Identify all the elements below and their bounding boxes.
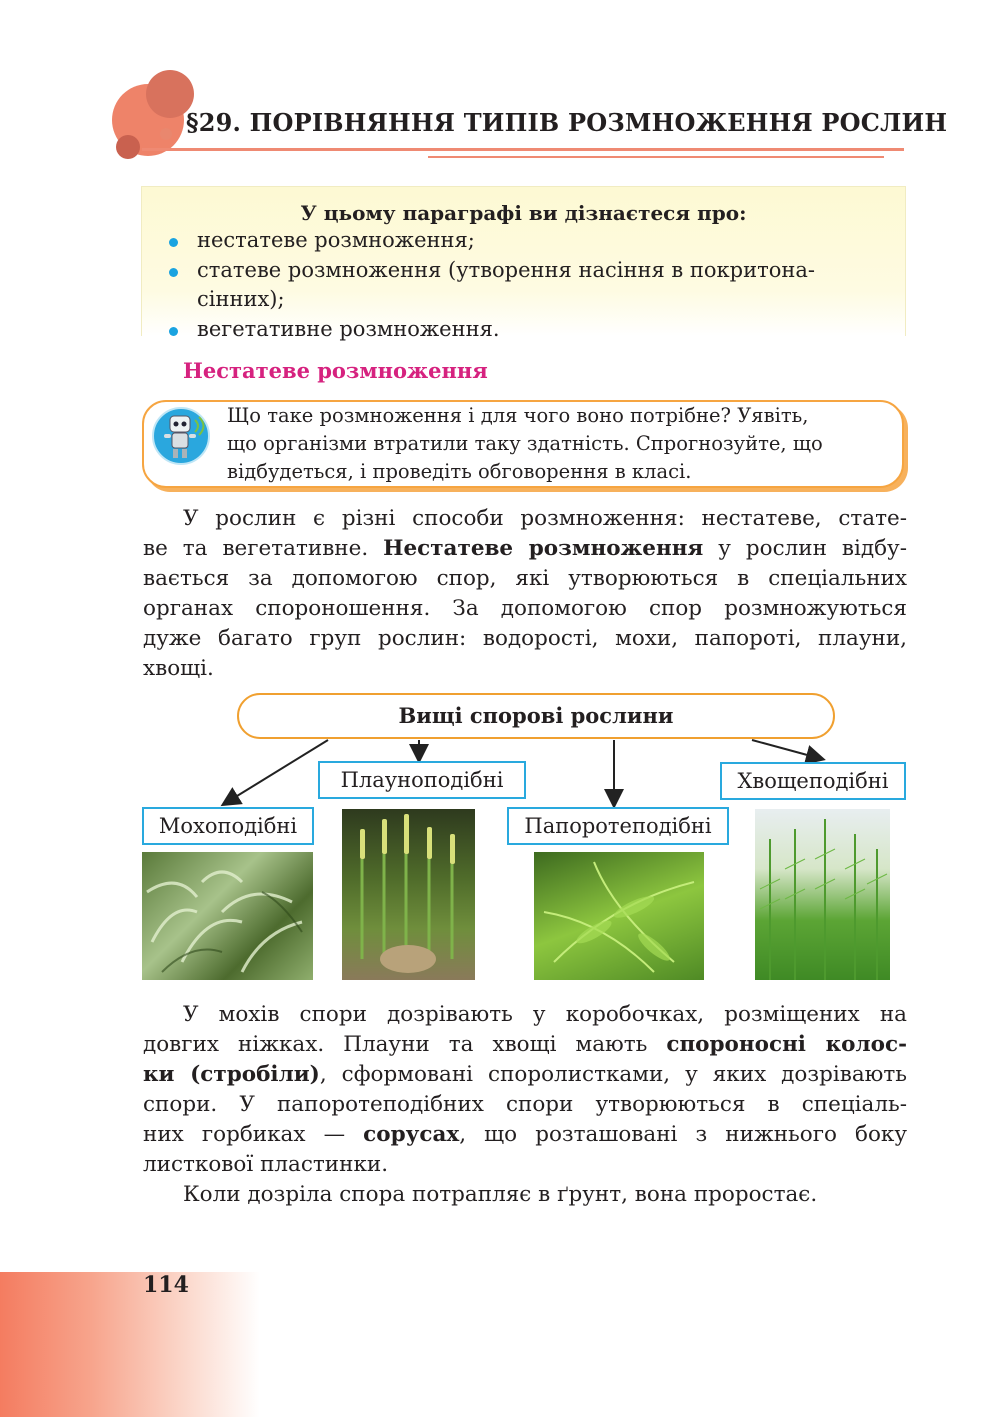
diagram-root: Вищі спорові рослини <box>237 693 835 739</box>
text-run: , що розташовані з нижнього боку <box>459 1122 907 1147</box>
intro-bullet: нестатеве розмноження; <box>197 228 475 252</box>
bold-term: Нестатеве розмноження <box>383 536 704 561</box>
group-label-mosses: Мохоподібні <box>142 807 314 845</box>
bold-term: ки (стробіли) <box>143 1062 320 1087</box>
bold-term: спороносні колос- <box>666 1032 908 1057</box>
text-run: них горбиках — <box>143 1122 364 1147</box>
moss-photo <box>142 852 313 980</box>
group-label-clubmosses: Плауноподібні <box>318 761 526 799</box>
paragraph-line: У рослин є різні способи розмноження: нестатеве, стате- <box>183 506 907 531</box>
page-number: 114 <box>143 1272 189 1298</box>
paragraph-line: органах спороношення. За допомогою спор розмножуються <box>143 596 907 621</box>
clubmoss-photo <box>342 809 475 980</box>
question-line: що організми втратили таку здатність. Спрогнозуйте, що <box>227 432 823 455</box>
paragraph-line <box>143 1030 907 1060</box>
paragraph-line: Коли дозріла спора потрапляє в ґрунт, вона проростає. <box>183 1182 818 1207</box>
text-run: довгих ніжках. Плауни та хвощі мають <box>143 1032 667 1057</box>
paragraph-line: спори. У папоротеподібних спори утворюються в спеціаль- <box>143 1092 907 1117</box>
text-run: ве та вегетативне. <box>143 536 384 561</box>
section-heading: Нестатеве розмноження <box>183 358 488 383</box>
bold-term: сорусах <box>363 1122 460 1147</box>
text-run: , сформовані споролистками, у яких дозрівають <box>319 1062 907 1087</box>
page-corner-decoration <box>0 1272 260 1417</box>
paragraph-line <box>143 1120 907 1150</box>
paragraph-line: У мохів спори дозрівають у коробочках, розміщених на <box>183 1002 907 1027</box>
paragraph-line: хвощі. <box>143 656 214 681</box>
question-line: відбудеться, і проведіть обговорення в класі. <box>227 460 692 483</box>
horsetail-photo <box>755 809 890 980</box>
text-run: у рослин відбу- <box>703 536 907 561</box>
intro-bullet-continuation: сінних); <box>197 287 285 311</box>
paragraph-line: листкової пластинки. <box>143 1152 389 1177</box>
intro-bullet: вегетативне розмноження. <box>197 317 500 341</box>
paragraph-line: дуже багато груп рослин: водорості, мохи, папороті, плауни, <box>143 626 907 651</box>
intro-bullet: статеве розмноження (утворення насіння в покритона- <box>197 258 815 282</box>
question-line: Що таке розмноження і для чого воно потрібне? Уявіть, <box>227 404 809 427</box>
fern-photo <box>534 852 704 980</box>
paragraph-line: вається за допомогою спор, які утворюються в спеціальних <box>143 566 907 591</box>
page-title: §29. ПОРІВНЯННЯ ТИПІВ РОЗМНОЖЕННЯ РОСЛИН <box>186 108 948 137</box>
intro-heading: У цьому параграфі ви дізнаєтеся про: <box>300 201 747 225</box>
paragraph-line <box>143 1060 907 1090</box>
group-label-ferns: Папоротеподібні <box>507 807 729 845</box>
group-label-horsetails: Хвощеподібні <box>720 762 906 800</box>
